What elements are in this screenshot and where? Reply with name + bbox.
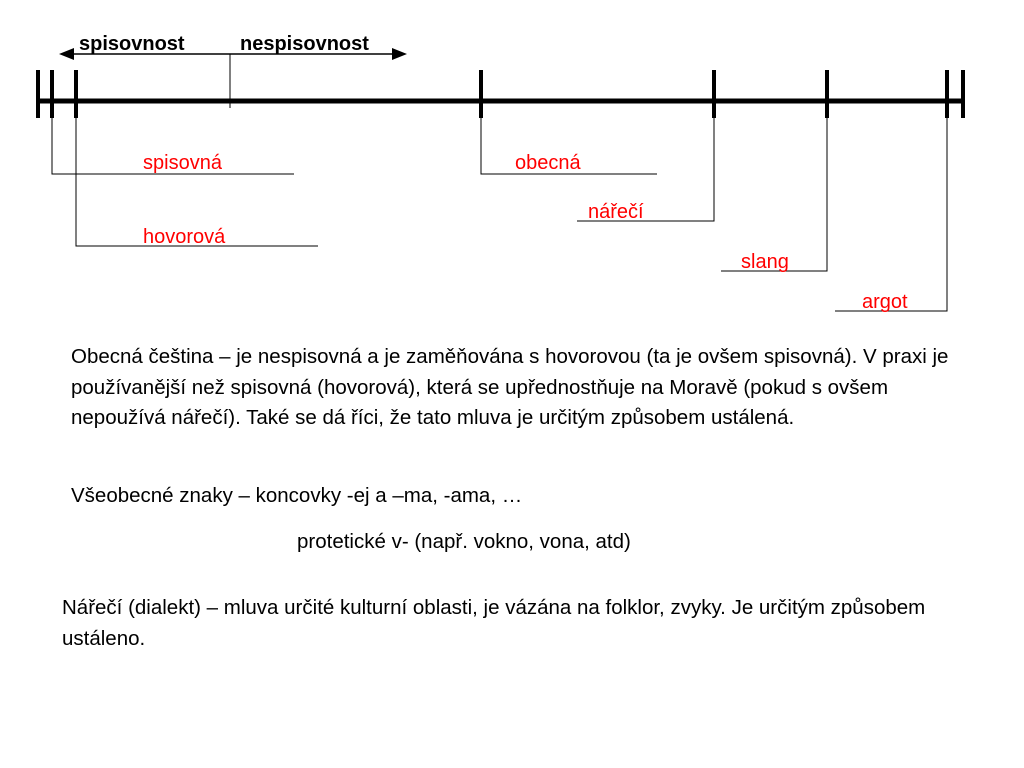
label-hovorova: hovorová (143, 226, 226, 248)
connector-slang (721, 108, 827, 271)
paragraph-nareci: Nářečí (dialekt) – mluva určité kulturní oblasti, je vázána na folklor, zvyky. Je určitým způsobem ustáleno. (62, 596, 926, 650)
header-left-label: spisovnost (79, 33, 185, 55)
label-nareci: nářečí (588, 201, 644, 223)
label-spisovna: spisovná (143, 152, 222, 174)
header-right-label: nespisovnost (240, 33, 369, 55)
connector-argot (835, 108, 947, 311)
label-argot: argot (862, 291, 908, 313)
paragraph-vseobecne-znaky: Všeobecné znaky – koncovky -ej a –ma, -ama, … (71, 484, 523, 507)
paragraph-proteticke-v: protetické v- (např. vokno, vona, atd) (297, 530, 631, 553)
language-scale-diagram (0, 0, 1024, 330)
label-slang: slang (741, 251, 789, 273)
label-obecna: obecná (515, 152, 581, 174)
paragraph-obecna-cestina: Obecná čeština – je nespisovná a je zaměňována s hovorovou (ta je ovšem spisovná). V praxi je používanější než spisovná (hovorová), která se upřednostňuje na Moravě (pokud s ovšem nepoužívá nářečí). Také se dá říci, že tato mluva je určitým způsobem ustálená. (71, 345, 949, 429)
